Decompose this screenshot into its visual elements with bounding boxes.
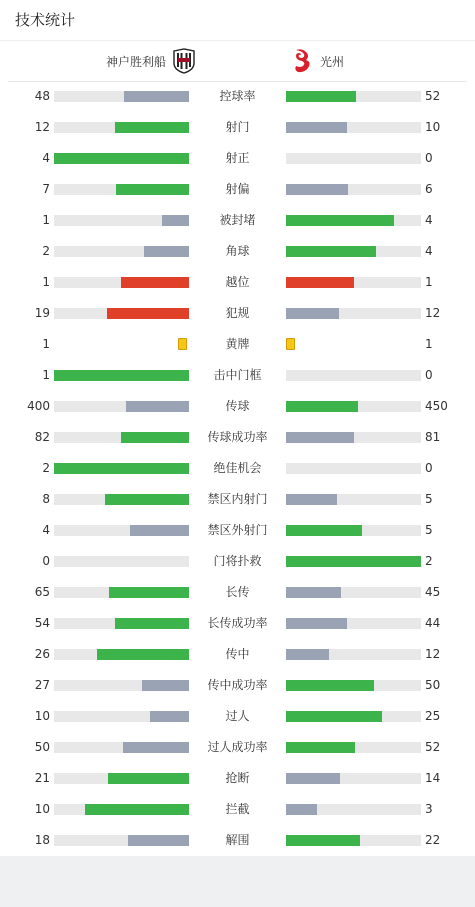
stat-label: 禁区外射门 [207, 523, 268, 537]
stat-row [0, 360, 475, 391]
home-bar-fill [108, 773, 189, 784]
stat-row [0, 577, 475, 608]
stat-row [0, 174, 475, 205]
home-bar-fill [126, 401, 189, 412]
away-team[interactable] [290, 41, 344, 81]
away-value: 81 [425, 430, 441, 444]
away-bar-fill [286, 556, 421, 567]
stat-row [0, 391, 475, 422]
home-value: 400 [27, 399, 50, 413]
home-bar-fill [123, 742, 189, 753]
stat-row [0, 267, 475, 298]
home-value: 4 [42, 523, 50, 537]
stat-row [0, 763, 475, 794]
home-bar-track [54, 649, 189, 660]
away-bar-fill [286, 432, 354, 443]
away-value: 50 [425, 678, 441, 692]
away-bar-track [286, 556, 421, 567]
away-bar-fill [286, 649, 329, 660]
stat-label: 越位 [225, 275, 250, 289]
home-bar-fill [142, 680, 189, 691]
home-bar-track [54, 587, 189, 598]
away-bar-track [286, 122, 421, 133]
away-bar-fill [286, 122, 347, 133]
stat-row [0, 825, 475, 856]
home-bar-fill [54, 153, 189, 164]
away-bar-track [286, 153, 421, 164]
away-bar-track [286, 184, 421, 195]
stat-label: 拦截 [225, 802, 250, 816]
away-bar-track [286, 618, 421, 629]
home-bar-fill [54, 370, 189, 381]
home-bar-fill [144, 246, 189, 257]
home-bar-track [54, 370, 189, 381]
stat-label: 解围 [225, 833, 250, 847]
home-value: 1 [42, 213, 50, 227]
away-bar-fill [286, 804, 317, 815]
home-bar-fill [121, 277, 189, 288]
home-bar-track [54, 773, 189, 784]
stat-label: 射偏 [225, 182, 250, 196]
away-bar-fill [286, 91, 356, 102]
home-value: 48 [34, 89, 50, 103]
away-bar-track [286, 215, 421, 226]
away-value: 6 [425, 182, 433, 196]
home-bar-track [54, 711, 189, 722]
stat-row [0, 484, 475, 515]
away-team-name: 光州 [320, 54, 345, 69]
stat-label: 击中门框 [213, 368, 262, 382]
stat-label: 犯规 [225, 306, 250, 320]
home-bar-track [54, 618, 189, 629]
away-bar-track [286, 308, 421, 319]
home-bar-track [54, 556, 189, 567]
stat-row [0, 794, 475, 825]
stat-label: 传球成功率 [207, 430, 268, 444]
home-bar-fill [121, 432, 189, 443]
away-bar-track [286, 494, 421, 505]
home-bar-fill [130, 525, 189, 536]
stat-label: 传中 [225, 647, 250, 661]
away-bar-track [286, 246, 421, 257]
away-bar-fill [286, 711, 382, 722]
home-value: 2 [42, 461, 50, 475]
home-bar-fill [97, 649, 189, 660]
away-bar-fill [286, 618, 347, 629]
away-value: 52 [425, 740, 441, 754]
home-value: 2 [42, 244, 50, 258]
home-value: 0 [42, 554, 50, 568]
stat-row [0, 298, 475, 329]
stat-row [0, 112, 475, 143]
away-bar-track [286, 401, 421, 412]
stat-row [0, 205, 475, 236]
away-value: 1 [425, 275, 433, 289]
home-team[interactable] [106, 41, 196, 81]
away-value: 4 [425, 213, 433, 227]
stat-row [0, 701, 475, 732]
stat-row [0, 236, 475, 267]
home-bar-fill [85, 804, 189, 815]
stat-row [0, 329, 475, 360]
away-value: 25 [425, 709, 441, 723]
away-value: 10 [425, 120, 441, 134]
home-bar-track [54, 277, 189, 288]
home-bar-track [54, 463, 189, 474]
away-bar-track [286, 680, 421, 691]
home-value: 4 [42, 151, 50, 165]
stat-label: 控球率 [219, 89, 256, 103]
away-value: 450 [425, 399, 448, 413]
home-value: 21 [34, 771, 50, 785]
home-value: 12 [34, 120, 50, 134]
home-bar-track [54, 184, 189, 195]
away-value: 12 [425, 647, 441, 661]
stat-row [0, 546, 475, 577]
stat-row [0, 422, 475, 453]
home-bar-fill [109, 587, 189, 598]
away-bar-fill [286, 587, 341, 598]
away-bar-fill [286, 773, 340, 784]
stat-label: 抢断 [225, 771, 250, 785]
away-bar-fill [286, 184, 348, 195]
home-bar-fill [150, 711, 189, 722]
stat-label: 传中成功率 [207, 678, 268, 692]
home-bar-track [54, 401, 189, 412]
home-bar-track [54, 680, 189, 691]
away-bar-track [286, 463, 421, 474]
away-bar-track [286, 804, 421, 815]
away-bar-fill [286, 835, 360, 846]
vissel-kobe-crest-icon [172, 48, 196, 74]
away-value: 22 [425, 833, 441, 847]
away-bar-track [286, 277, 421, 288]
away-bar-track [286, 835, 421, 846]
away-value: 2 [425, 554, 433, 568]
stat-label: 过人 [225, 709, 250, 723]
away-bar-track [286, 525, 421, 536]
home-bar-fill [116, 184, 189, 195]
gwangju-fc-crest-icon [290, 48, 314, 74]
home-bar-track [54, 835, 189, 846]
stat-label: 长传成功率 [207, 616, 268, 630]
away-bar-track [286, 370, 421, 381]
away-value: 52 [425, 89, 441, 103]
home-value: 7 [42, 182, 50, 196]
away-bar-fill [286, 742, 355, 753]
stat-row [0, 143, 475, 174]
away-bar-fill [286, 494, 337, 505]
home-value: 19 [34, 306, 50, 320]
home-bar-fill [115, 618, 189, 629]
away-bar-fill [286, 277, 354, 288]
away-value: 1 [425, 337, 433, 351]
yellow-card-icon [286, 338, 295, 350]
away-value: 5 [425, 492, 433, 506]
stat-label: 禁区内射门 [207, 492, 268, 506]
home-bar-track [54, 525, 189, 536]
home-value: 10 [34, 709, 50, 723]
away-value: 3 [425, 802, 433, 816]
home-bar-track [54, 122, 189, 133]
yellow-card-icon [178, 338, 187, 350]
home-bar-fill [107, 308, 189, 319]
stat-label: 被封堵 [219, 213, 256, 227]
away-bar-track [286, 587, 421, 598]
away-bar-track [286, 742, 421, 753]
away-value: 4 [425, 244, 433, 258]
home-bar-fill [124, 91, 189, 102]
home-bar-track [54, 804, 189, 815]
stat-row [0, 81, 475, 112]
away-bar-track [286, 711, 421, 722]
stat-label: 黄牌 [225, 337, 250, 351]
away-bar-fill [286, 680, 374, 691]
away-value: 12 [425, 306, 441, 320]
away-bar-fill [286, 525, 362, 536]
home-value: 1 [42, 368, 50, 382]
home-bar-fill [105, 494, 189, 505]
home-value: 65 [34, 585, 50, 599]
away-value: 14 [425, 771, 441, 785]
home-value: 1 [42, 337, 50, 351]
away-value: 0 [425, 368, 433, 382]
home-team-name: 神户胜利船 [105, 54, 166, 69]
home-bar-fill [162, 215, 189, 226]
stat-row [0, 639, 475, 670]
team-header [8, 41, 466, 82]
home-value: 27 [34, 678, 50, 692]
home-value: 8 [42, 492, 50, 506]
home-value: 82 [34, 430, 50, 444]
section-title: 技术统计 [15, 11, 76, 29]
stat-row [0, 515, 475, 546]
home-bar-track [54, 215, 189, 226]
home-bar-track [54, 91, 189, 102]
home-value: 10 [34, 802, 50, 816]
home-bar-track [54, 494, 189, 505]
home-bar-fill [128, 835, 189, 846]
away-value: 0 [425, 151, 433, 165]
stat-row [0, 670, 475, 701]
home-bar-fill [54, 463, 189, 474]
away-bar-track [286, 649, 421, 660]
stat-label: 传球 [225, 399, 250, 413]
away-value: 45 [425, 585, 441, 599]
stat-label: 过人成功率 [207, 740, 268, 754]
away-bar-track [286, 91, 421, 102]
home-value: 26 [34, 647, 50, 661]
home-bar-track [54, 308, 189, 319]
stat-row [0, 453, 475, 484]
away-bar-track [286, 432, 421, 443]
home-value: 18 [34, 833, 50, 847]
home-bar-track [54, 246, 189, 257]
away-value: 44 [425, 616, 441, 630]
stat-label: 射正 [225, 151, 250, 165]
away-value: 0 [425, 461, 433, 475]
stat-label: 绝佳机会 [213, 461, 262, 475]
stat-row [0, 608, 475, 639]
away-bar-fill [286, 401, 358, 412]
home-bar-fill [115, 122, 189, 133]
home-bar-track [54, 153, 189, 164]
stat-label: 角球 [225, 244, 250, 258]
stat-row [0, 732, 475, 763]
home-value: 50 [34, 740, 50, 754]
away-bar-fill [286, 308, 339, 319]
away-bar-fill [286, 215, 394, 226]
stat-label: 门将扑救 [213, 554, 262, 568]
away-bar-fill [286, 246, 376, 257]
stat-label: 长传 [225, 585, 250, 599]
home-value: 54 [34, 616, 50, 630]
home-value: 1 [42, 275, 50, 289]
away-value: 5 [425, 523, 433, 537]
home-bar-track [54, 742, 189, 753]
home-bar-track [54, 432, 189, 443]
away-bar-track [286, 773, 421, 784]
stat-label: 射门 [225, 120, 250, 134]
